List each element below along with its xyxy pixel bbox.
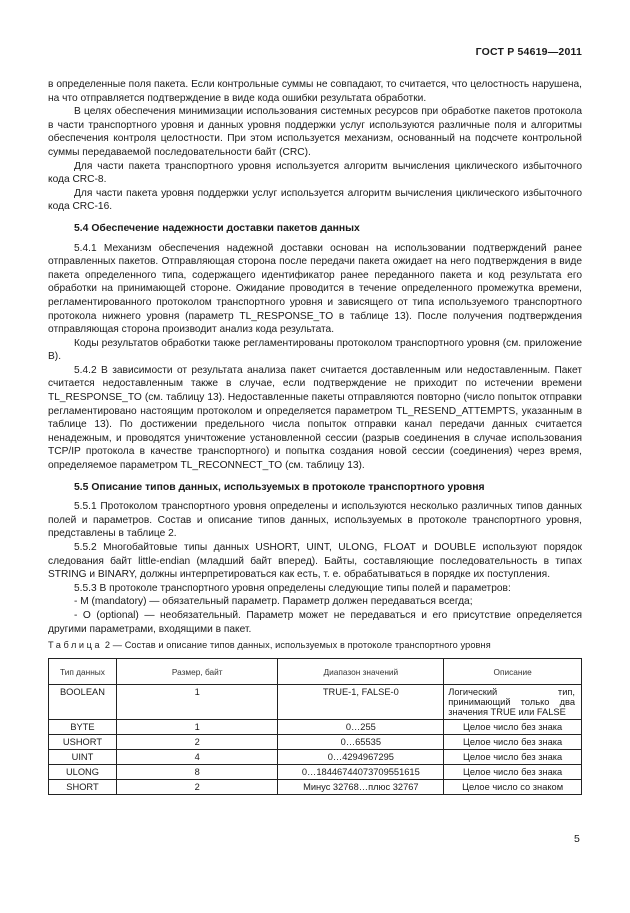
table-cell: 4 — [116, 750, 278, 765]
column-header: Размер, байт — [116, 659, 278, 685]
table-cell: Логический тип, принимающий только два значения TRUE или FALSE — [444, 685, 582, 720]
table-header-row — [49, 659, 582, 685]
paragraph: В целях обеспечения минимизации использования системных ресурсов при обработке пакетов протокола в части транспортного уровня и данных уровня поддержки услуг используются различные поля и алгоритмы обеспечения контроля целостности. При этом используется механизм, основанный на подсчете контрольной суммы передаваемой последовательности байт (CRC). — [48, 106, 582, 158]
page-number: 5 — [574, 833, 580, 845]
table-row — [49, 685, 582, 720]
paragraph: Для части пакета транспортного уровня используется алгоритм вычисления циклического избыточного кода CRC-8. — [48, 160, 582, 186]
section-heading-5-5: 5.5 Описание типов данных, используемых в протоколе транспортного уровня — [74, 481, 485, 493]
table-cell: 1 — [116, 685, 278, 720]
table-cell: BYTE — [49, 720, 117, 735]
paragraph: Коды результатов обработки также регламентированы протоколом транспортного уровня (см. приложение В). — [48, 337, 582, 363]
paragraph: 5.4.1 Механизм обеспечения надежной доставки основан на использовании подтверждений ранее отправленных пакетов. Отправляющая сторона после передачи пакета ожидает на него подтверждения в виде пакета определенного типа, содержащего идентификатор ранее переданного пакета и код результата его обработки на принимающей стороне. Ожидание проводится в течение определенного промежутка времени, регламентированного протоколом транспортного уровня и зависящего от типа используемого транспортного протокола нижнего уровня (параметр TL_RESPONSE_TO в таблице 13). После получения подтверждения отправляющая сторона производит анализ кода результата. — [48, 242, 582, 336]
list-item: - M (mandatory) — обязательный параметр. Параметр должен передаваться всегда; — [74, 596, 473, 608]
table-cell: 2 — [116, 735, 278, 750]
table-cell: 0…4294967295 — [278, 750, 444, 765]
list-item: - O (optional) — необязательный. Параметр может не передаваться и его присутствие определяется другими параметрами, входящими в пакет. — [48, 609, 582, 635]
table-cell: BOOLEAN — [49, 685, 117, 720]
table-cell: SHORT — [49, 780, 117, 795]
paragraph: 5.5.1 Протоколом транспортного уровня определены и используются несколько различных типов данных полей и параметров. Состав и описание типов данных, используемых в протоколе транспортного уровня, представлены в таблице 2. — [48, 501, 582, 540]
table-cell: 8 — [116, 765, 278, 780]
paragraph: 5.5.3 В протоколе транспортного уровня определены следующие типы полей и параметров: — [74, 582, 511, 594]
table-cell: 1 — [116, 720, 278, 735]
data-types-table — [48, 658, 582, 795]
paragraph: 5.4.2 В зависимости от результата анализа пакет считается доставленным или недоставленным. Пакет считается недоставленным также в случае, если подтверждение не приходит по истечении времени TL_RESPONSE_TO (см. таблицу 13). Недоставленные пакеты отправляются повторно (число попыток отправки регламентировано настоящим протоколом и определяется параметром TL_RESEND_ATTEMPTS, указанным в таблице 13). По достижении предельного числа попыток отправки канал передачи данных считается ненадежным, и проводятся уничтожение установленной сессии (разрыв соединения в случае использования TCP/IP протокола в качестве транспортного) и попытка создания новой сессии (соединения) через время, определяемое параметром TL_RECONNECT_TO (см. таблицу 13). — [48, 364, 582, 472]
paragraph: в определенные поля пакета. Если контрольные суммы не совпадают, то считается, что целостность нарушена, на что отправляется подтверждение в виде кода ошибки результата обработки. — [48, 79, 582, 104]
table-cell: 0…18446744073709551615 — [278, 765, 444, 780]
column-header: Диапазон значений — [278, 659, 444, 685]
table-cell: USHORT — [49, 735, 117, 750]
paragraph: Для части пакета уровня поддержки услуг используется алгоритм вычисления циклического избыточного кода CRC-16. — [48, 187, 582, 213]
table-row — [49, 780, 582, 795]
document-header: ГОСТ Р 54619—2011 — [475, 46, 582, 58]
table-cell: Целое число без знака — [444, 750, 582, 765]
table-cell: Целое число без знака — [444, 765, 582, 780]
table-cell: Целое число со знаком — [444, 780, 582, 795]
paragraph: 5.5.2 Многобайтовые типы данных USHORT, UINT, ULONG, FLOAT и DOUBLE используют порядок следования байт little-endian (младший байт вперед). Байты, составляющие последовательность в типах STRING и BINARY, должны интерпретироваться как есть, т. е. обрабатываться в порядке их поступления. — [48, 542, 582, 581]
table-cell: 2 — [116, 780, 278, 795]
page-body — [48, 78, 582, 636]
table-cell: Целое число без знака — [444, 735, 582, 750]
table-cell: ULONG — [49, 765, 117, 780]
table-caption — [48, 640, 491, 650]
table-caption-word: Таблица — [48, 640, 103, 650]
table-row — [49, 735, 582, 750]
column-header: Описание — [444, 659, 582, 685]
table-cell: Минус 32768…плюс 32767 — [278, 780, 444, 795]
table-cell: 0…65535 — [278, 735, 444, 750]
table-row — [49, 750, 582, 765]
table-row — [49, 765, 582, 780]
column-header: Тип данных — [49, 659, 117, 685]
table-row — [49, 720, 582, 735]
table-cell: Целое число без знака — [444, 720, 582, 735]
table-cell: 0…255 — [278, 720, 444, 735]
section-heading-5-4: 5.4 Обеспечение надежности доставки пакетов данных — [74, 222, 360, 234]
table-cell: TRUE-1, FALSE-0 — [278, 685, 444, 720]
table-caption-text: 2 — Состав и описание типов данных, используемых в протоколе транспортного уровня — [104, 640, 491, 650]
table-cell: UINT — [49, 750, 117, 765]
